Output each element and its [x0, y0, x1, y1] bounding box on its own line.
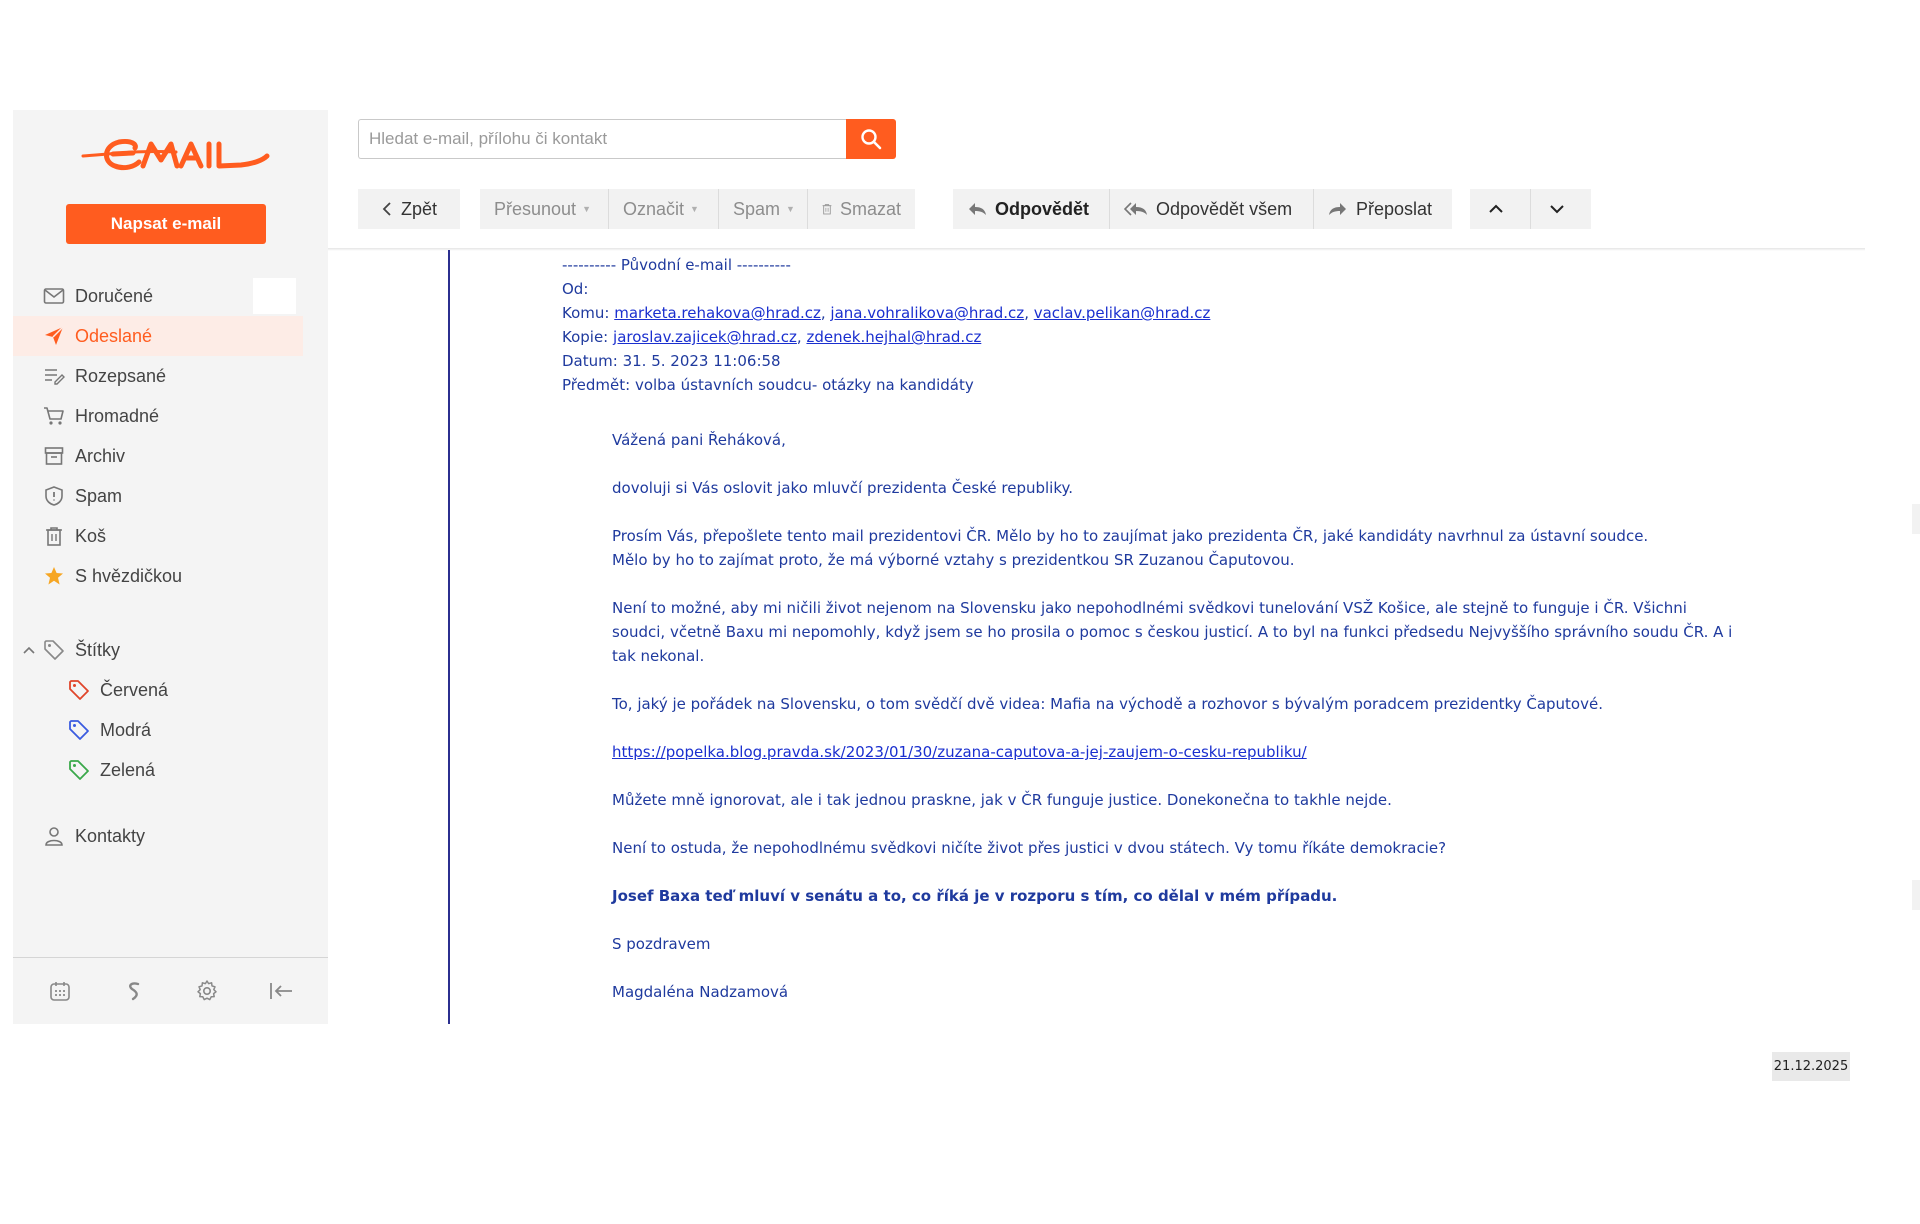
label-name: Modrá: [100, 719, 152, 740]
sidebar-item-drafts[interactable]: [13, 356, 303, 396]
search-button[interactable]: [846, 119, 896, 159]
shield-icon: [43, 485, 65, 507]
sidebar-item-label: Odeslané: [75, 325, 153, 346]
email-body: [612, 428, 1742, 1028]
toolbar-divider: [328, 248, 1865, 251]
cc-label: Kopie:: [562, 328, 609, 346]
folder-actions-group: [480, 189, 915, 229]
draft-lines-icon: [43, 365, 65, 387]
signature: Magdaléna Nadzamová: [612, 983, 789, 1001]
back-group: [358, 189, 460, 229]
taskbar-date: 21.12.2025: [1772, 1052, 1850, 1081]
chevron-up-icon: [21, 639, 37, 661]
email-logo[interactable]: [81, 132, 271, 178]
sidebar-item-bulk[interactable]: [13, 396, 303, 436]
folder-list: [13, 276, 303, 596]
subject-value: volba ústavních soudcu- otázky na kandidáty: [634, 376, 974, 394]
paragraph: Není to ostuda, že nepohodlnému svědkovi ničíte život přes justici v dvou státech. Vy tomu říkáte demokracie?: [612, 839, 1447, 857]
to-row: Komu: marketa.rehakova@hrad.cz, jana.vohralikova@hrad.cz, vaclav.pelikan@hrad.cz: [562, 304, 1211, 322]
delete-button[interactable]: [808, 189, 915, 229]
label-name: Červená: [100, 679, 169, 700]
reply-button[interactable]: [953, 189, 1109, 229]
calendar-icon[interactable]: [45, 976, 75, 1006]
forward-button[interactable]: [1314, 189, 1452, 229]
next-email-button[interactable]: [1531, 189, 1591, 229]
sidebar-item-label: Spam: [75, 485, 123, 506]
cc-link[interactable]: zdenek.hejhal@hrad.cz: [806, 328, 982, 346]
labels-toggle[interactable]: [13, 630, 303, 670]
label-item-red[interactable]: [13, 670, 303, 710]
reply-label: Odpovědět: [995, 198, 1090, 219]
bold-paragraph: Josef Baxa teď mluví v senátu a to, co říká je v rozporu s tím, co dělal v mém případu.: [612, 887, 1338, 905]
edge-tab: [1912, 880, 1920, 910]
unread-badge: [253, 278, 296, 314]
forward-label: Přeposlat: [1356, 198, 1433, 219]
original-email-separator: ---------- Původní e-mail ----------: [562, 256, 791, 274]
blog-link[interactable]: https://popelka.blog.pravda.sk/2023/01/30/zuzana-caputova-a-jej-zaujem-o-cesku-republiku/: [612, 743, 1307, 761]
forwarded-header: [562, 253, 1210, 397]
caret-down-icon: ▼: [690, 204, 699, 214]
label-name: Zelená: [100, 759, 156, 780]
trash-icon: [43, 525, 65, 547]
reply-group: [953, 189, 1452, 229]
sidebar-item-archive[interactable]: [13, 436, 303, 476]
back-label: Zpět: [400, 198, 438, 219]
paragraph: Není to možné, aby mi ničili život nejenom na Slovensku jako nepohodlnémi svědkovi tunelování VSŽ Košice, ale stejně to funguje i ČR. Všichni soudci, včetně Baxu mi nepomohly, když jsem se ho prosila o pomoc s českou justicí. A to byl na funkci předsedu Nejvyššího správního soudu ČR. A i tak nekonal.: [612, 599, 1733, 665]
cc-row: Kopie: jaroslav.zajicek@hrad.cz, zdenek.hejhal@hrad.cz: [562, 328, 982, 346]
labels-title: Štítky: [75, 639, 121, 660]
closing: S pozdravem: [612, 935, 711, 953]
subject-label: Předmět:: [562, 376, 631, 394]
sidebar-item-sent[interactable]: [13, 316, 303, 356]
delete-label: Smazat: [839, 198, 901, 219]
sidebar-item-label: S hvězdičkou: [75, 565, 183, 586]
chevron-up-icon: [1488, 204, 1504, 214]
back-button[interactable]: [358, 189, 460, 229]
paper-plane-icon: [43, 325, 65, 347]
label-item-green[interactable]: [13, 750, 303, 790]
sidebar-item-label: Rozepsané: [75, 365, 167, 386]
search-icon: [860, 128, 882, 150]
move-button[interactable]: [480, 189, 608, 229]
edge-tab: [1912, 504, 1920, 534]
labels-section: [13, 630, 303, 790]
sidebar-item-label: Archiv: [75, 445, 126, 466]
sidebar-footer: [13, 957, 328, 1024]
tag-red-icon: [68, 679, 90, 701]
paragraph-line: Prosím Vás, přepošlete tento mail prezidentovi ČR. Mělo by ho to zaujímat jako prezidenta ČR, jaké kandidáty navrhnul za ústavní soudce.: [612, 527, 1649, 545]
recipient-link[interactable]: jana.vohralikova@hrad.cz: [830, 304, 1025, 322]
paragraph: dovoluji si Vás oslovit jako mluvčí prezidenta České republiky.: [612, 479, 1073, 497]
trash-icon: [822, 200, 832, 218]
to-label: Komu:: [562, 304, 610, 322]
from-label: Od:: [562, 280, 589, 298]
from-row: [562, 277, 1210, 301]
date-value: 31. 5. 2023 11:06:58: [622, 352, 781, 370]
contacts-section: [13, 816, 303, 856]
search-bar: [358, 119, 896, 159]
sidebar-item-starred[interactable]: [13, 556, 303, 596]
reply-all-button[interactable]: [1110, 189, 1313, 229]
navigation-group: [1470, 189, 1591, 229]
quote-bar: [448, 250, 450, 1024]
envelope-icon: [43, 285, 65, 307]
link-paragraph: [612, 740, 1742, 764]
forward-icon: [1328, 201, 1348, 217]
paragraph-line: Mělo by ho to zajímat proto, že má výborné vztahy s prezidentkou SR Zuzanou Čaputovou.: [612, 551, 1295, 569]
sidebar-item-contacts[interactable]: [13, 816, 303, 856]
paragraph: [612, 524, 1742, 572]
reply-all-label: Odpovědět všem: [1156, 198, 1293, 219]
label-item-blue[interactable]: [13, 710, 303, 750]
caret-down-icon: ▼: [582, 204, 591, 214]
previous-email-button[interactable]: [1470, 189, 1530, 229]
spam-button[interactable]: [719, 189, 807, 229]
sidebar-item-inbox[interactable]: [13, 276, 303, 316]
cart-icon: [43, 405, 65, 427]
greeting: Vážená pani Řeháková,: [612, 431, 786, 449]
star-icon: [43, 565, 65, 587]
chevron-left-icon: [381, 201, 393, 217]
sidebar-item-spam[interactable]: [13, 476, 303, 516]
person-icon: [43, 825, 65, 847]
reply-icon: [967, 201, 987, 217]
recipient-link[interactable]: vaclav.pelikan@hrad.cz: [1033, 304, 1211, 322]
sidebar: [13, 110, 328, 1024]
cc-link[interactable]: jaroslav.zajicek@hrad.cz: [613, 328, 797, 346]
chevron-down-icon: [1549, 204, 1565, 214]
tag-green-icon: [68, 759, 90, 781]
spam-label: Spam: [733, 198, 781, 219]
gear-icon[interactable]: [192, 976, 222, 1006]
reply-all-icon: [1124, 201, 1148, 217]
recipient-link[interactable]: marketa.rehakova@hrad.cz: [614, 304, 821, 322]
sidebar-item-label: Doručené: [75, 285, 154, 306]
tag-blue-icon: [68, 719, 90, 741]
date-row: [562, 349, 1210, 373]
storage-s-icon[interactable]: [119, 976, 149, 1006]
sidebar-item-label: Kontakty: [75, 825, 146, 846]
compose-button[interactable]: Napsat e-mail: [66, 204, 266, 244]
sidebar-item-label: Hromadné: [75, 405, 160, 426]
caret-down-icon: ▼: [786, 204, 795, 214]
date-label: Datum:: [562, 352, 618, 370]
mark-label: Označit: [623, 198, 685, 219]
subject-row: [562, 373, 1210, 397]
sidebar-item-label: Koš: [75, 525, 107, 546]
paragraph: To, jaký je pořádek na Slovensku, o tom svědčí dvě videa: Mafia na východě a rozhovor s bývalým poradcem prezidentky Čaputové.: [612, 695, 1603, 713]
collapse-sidebar-icon[interactable]: [266, 976, 296, 1006]
archive-box-icon: [43, 445, 65, 467]
tag-icon: [43, 639, 65, 661]
mark-button[interactable]: [609, 189, 718, 229]
search-input[interactable]: [358, 119, 846, 159]
move-label: Přesunout: [494, 198, 577, 219]
sidebar-item-trash[interactable]: [13, 516, 303, 556]
paragraph: Můžete mně ignorovat, ale i tak jednou praskne, jak v ČR funguje justice. Donekonečna to takhle nejde.: [612, 791, 1392, 809]
